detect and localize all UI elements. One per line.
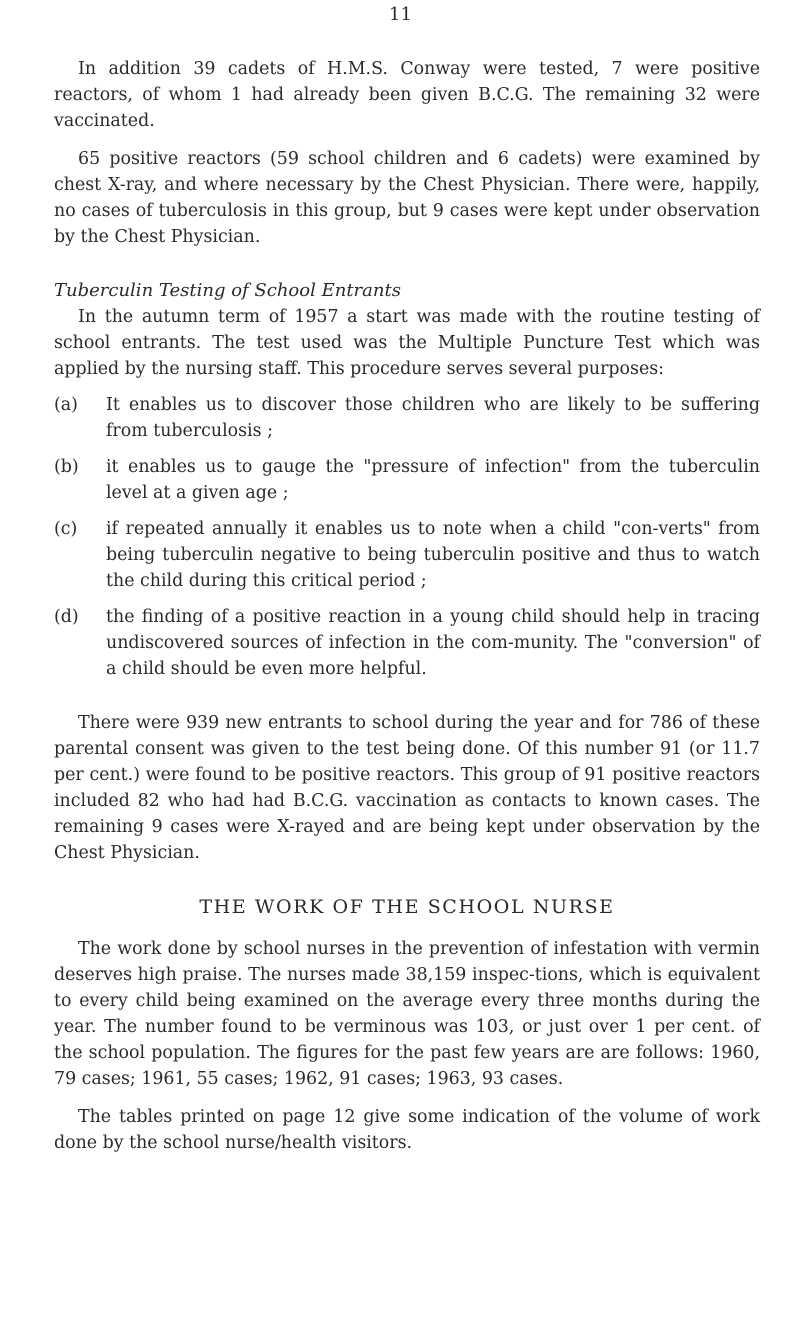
list-item-text: it enables us to gauge the "pressure of infection" from the tuberculin level at a given age ; [106,457,760,503]
list-item-text: if repeated annually it enables us to note when a child "con-verts" from being tuberculin negative to being tuberculin positive and thus to watch the child during this critical period ; [106,519,760,591]
paragraph-infestation: The work done by school nurses in the prevention of infestation with vermin deserves high praise. The nurses made 38,159 inspec-tions, which is equivalent to every child being examined on the average every three months during the year. The number found to be verminous was 103, or just over 1 per cent. of the school population. The figures for the past few years are are follows: 1960, 79 cases; 1961, 55 cases; 1962, 91 cases; 1963, 93 cases. [54,939,760,1089]
page-content [54,56,760,1156]
paragraph-conway: In addition 39 cadets of H.M.S. Conway were tested, 7 were positive reactors, of whom 1 had already been given B.C.G. The remaining 32 were vaccinated. [54,59,760,131]
list-item-text: It enables us to discover those children who are likely to be suffering from tuberculosis ; [106,395,760,441]
page-number: 11 [389,4,412,25]
section-heading-school-nurse: THE WORK OF THE SCHOOL NURSE [199,896,615,918]
list-item-label: (d) [54,607,79,627]
list-item [54,454,760,506]
list-item-label: (c) [54,519,78,539]
list-item [54,392,760,444]
section-heading-tuberculin: Tuberculin Testing of School Entrants [54,280,401,301]
list-item-label: (b) [54,457,79,477]
list-item-text: the finding of a positive reaction in a young child should help in tracing undiscovered sources of infection in the com-munity. The "conversion" of a child should be even more helpful. [106,607,760,679]
list-item [54,604,760,682]
paragraph-new-entrants: There were 939 new entrants to school during the year and for 786 of these parental consent was given to the test being done. Of this number 91 (or 11.7 per cent.) were found to be positive reactors. This group of 91 positive reactors included 82 who had had B.C.G. vaccination as contacts to known cases. The remaining 9 cases were X-rayed and are being kept under observation by the Chest Physician. [54,713,760,863]
paragraph-xray: 65 positive reactors (59 school children and 6 cadets) were examined by chest X-ray, and where necessary by the Chest Physician. There were, happily, no cases of tuberculosis in this group, but 9 cases were kept under observation by the Chest Physician. [54,149,760,247]
list-item-label: (a) [54,395,78,415]
paragraph-tuberculin-intro: In the autumn term of 1957 a start was made with the routine testing of school entrants. The test used was the Multiple Puncture Test which was applied by the nursing staff. This procedure serves several purposes: [54,307,760,379]
list-item [54,516,760,594]
paragraph-tables-note: The tables printed on page 12 give some indication of the volume of work done by the school nurse/health visitors. [54,1107,760,1153]
